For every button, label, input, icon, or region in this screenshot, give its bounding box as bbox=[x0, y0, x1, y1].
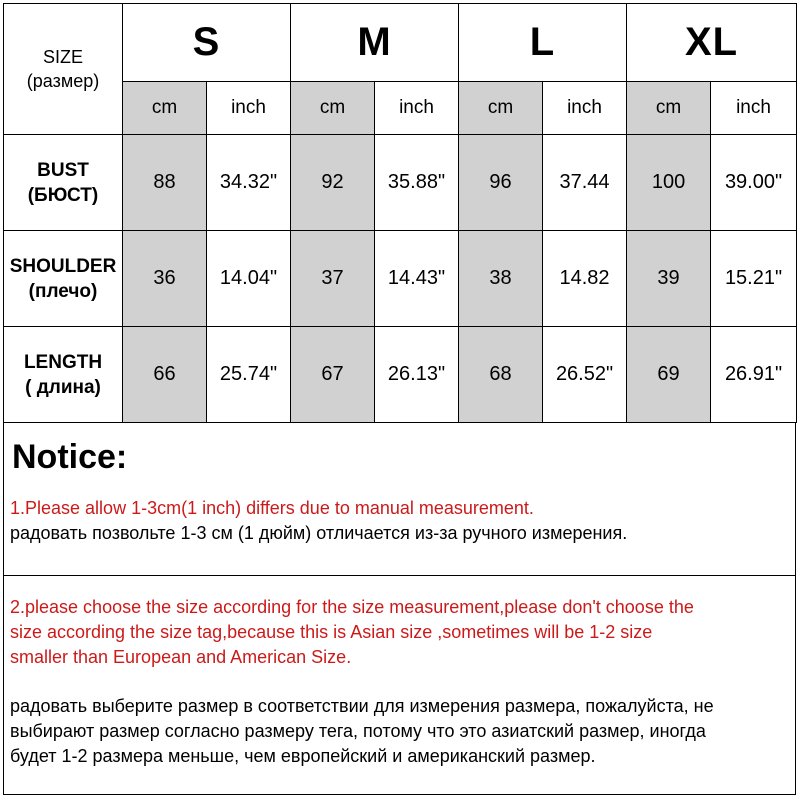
value-cell: 66 bbox=[123, 327, 207, 423]
unit-cm: cm bbox=[123, 82, 207, 135]
notice-divider bbox=[4, 575, 795, 576]
size-header-l: L bbox=[459, 4, 627, 82]
unit-cm: cm bbox=[459, 82, 543, 135]
notice-item-2-en-line2: size according the size tag,because this is Asian size ,sometimes will be 1-2 size bbox=[10, 622, 653, 642]
size-corner-label: SIZE (размер) bbox=[4, 4, 123, 135]
value-cell: 15.21" bbox=[711, 231, 797, 327]
row-label-bust: BUST (БЮСТ) bbox=[4, 135, 123, 231]
value-cell: 26.91" bbox=[711, 327, 797, 423]
value-cell: 37.44 bbox=[543, 135, 627, 231]
notice-item-2-ru-line2: выбирают размер согласно размеру тега, потому что это азиатский размер, иногда bbox=[10, 721, 706, 741]
unit-cm: cm bbox=[291, 82, 375, 135]
value-cell: 68 bbox=[459, 327, 543, 423]
value-cell: 34.32" bbox=[207, 135, 291, 231]
notice-title: Notice: bbox=[12, 438, 128, 476]
value-cell: 14.82 bbox=[543, 231, 627, 327]
value-cell: 96 bbox=[459, 135, 543, 231]
value-cell: 39.00" bbox=[711, 135, 797, 231]
notice-item-2-en-line1: 2.please choose the size according for the size measurement,please don't choose the bbox=[10, 597, 694, 617]
unit-inch: inch bbox=[711, 82, 797, 135]
unit-inch: inch bbox=[207, 82, 291, 135]
value-cell: 36 bbox=[123, 231, 207, 327]
unit-cm: cm bbox=[627, 82, 711, 135]
value-cell: 35.88" bbox=[375, 135, 459, 231]
table-row-shoulder bbox=[4, 231, 797, 327]
value-cell: 88 bbox=[123, 135, 207, 231]
table-row-length bbox=[4, 327, 797, 423]
notice-item-2 bbox=[10, 595, 791, 769]
notice-section bbox=[3, 422, 796, 795]
notice-item-2-ru-line3: будет 1-2 размера меньше, чем европейский и американский размер. bbox=[10, 746, 596, 766]
size-header-m: M bbox=[291, 4, 459, 82]
value-cell: 100 bbox=[627, 135, 711, 231]
value-cell: 26.52" bbox=[543, 327, 627, 423]
size-header-xl: XL bbox=[627, 4, 797, 82]
row-label-shoulder: SHOULDER (плечо) bbox=[4, 231, 123, 327]
size-header-s: S bbox=[123, 4, 291, 82]
value-cell: 92 bbox=[291, 135, 375, 231]
unit-inch: inch bbox=[375, 82, 459, 135]
size-chart-table bbox=[3, 3, 797, 423]
notice-item-2-ru-line1: радовать выберите размер в соответствии для измерения размера, пожалуйста, не bbox=[10, 696, 714, 716]
notice-item-1-en: 1.Please allow 1-3cm(1 inch) differs due to manual measurement. bbox=[10, 498, 534, 518]
value-cell: 25.74" bbox=[207, 327, 291, 423]
notice-item-1 bbox=[10, 496, 791, 546]
row-label-length: LENGTH ( длина) bbox=[4, 327, 123, 423]
value-cell: 69 bbox=[627, 327, 711, 423]
value-cell: 26.13" bbox=[375, 327, 459, 423]
value-cell: 67 bbox=[291, 327, 375, 423]
value-cell: 14.04" bbox=[207, 231, 291, 327]
value-cell: 38 bbox=[459, 231, 543, 327]
value-cell: 39 bbox=[627, 231, 711, 327]
unit-inch: inch bbox=[543, 82, 627, 135]
value-cell: 37 bbox=[291, 231, 375, 327]
table-row-bust bbox=[4, 135, 797, 231]
value-cell: 14.43" bbox=[375, 231, 459, 327]
notice-item-2-en-line3: smaller than European and American Size. bbox=[10, 647, 352, 667]
notice-item-1-ru: радовать позвольте 1-3 см (1 дюйм) отличается из-за ручного измерения. bbox=[10, 523, 628, 543]
